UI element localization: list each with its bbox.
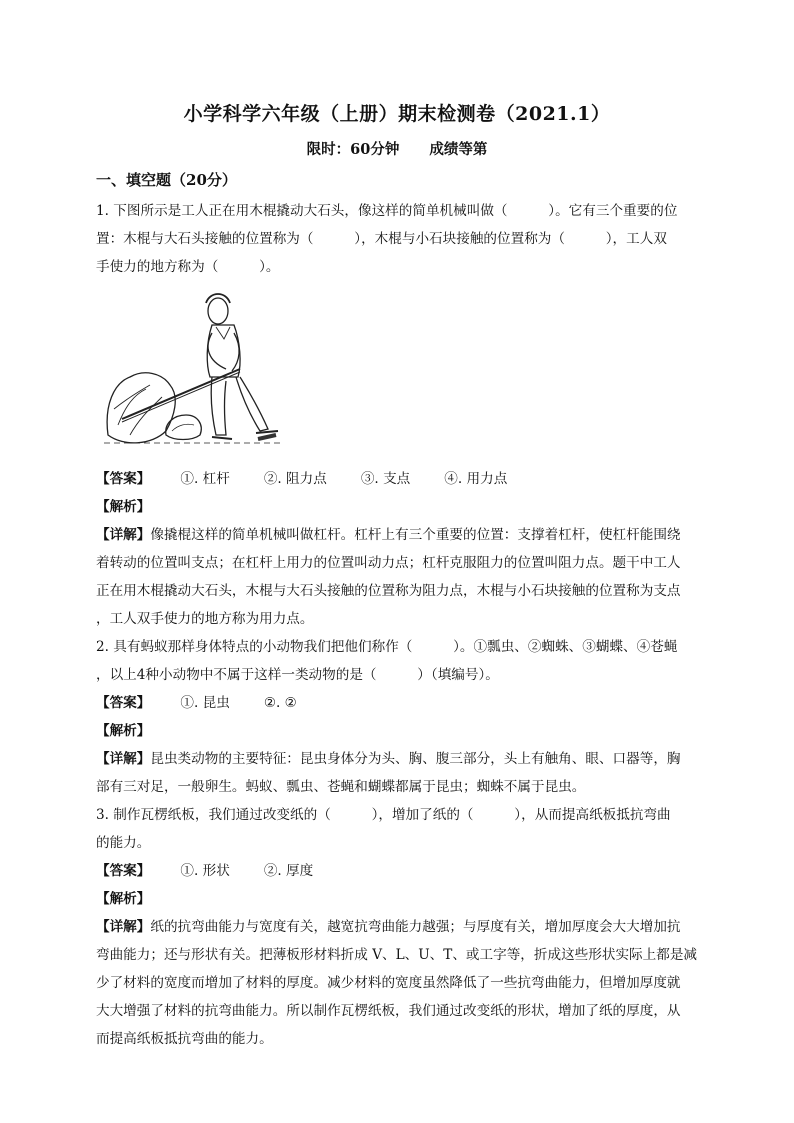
question-2-line: ，以上4种小动物中不属于这样一类动物的是（ ）（填编号）。 <box>96 667 499 683</box>
page-title: 小学科学六年级（上册）期末检测卷（2021.1） <box>183 103 611 125</box>
detail-tag: 【详解】 <box>96 527 151 543</box>
answer-tag: 【答案】 <box>96 471 151 487</box>
detail-line: 部有三对足，一般卵生。蚂蚁、瓢虫、苍蝇和蝴蝶都属于昆虫；蜘蛛不属于昆虫。 <box>96 779 586 795</box>
detail-line: 弯曲能力；还与形状有关。把薄板形材料折成 V、L、U、T、或工字等，折成这些形状实际上都是减 <box>96 947 698 963</box>
answer-tag: 【答案】 <box>96 863 151 879</box>
question-3-line: 3. 制作瓦楞纸板，我们通过改变纸的（ ），增加了纸的（ ），从而提高纸板抵抗弯曲 <box>96 807 671 823</box>
answer-item: ②. ② <box>263 695 297 711</box>
analysis-tag: 【解析】 <box>96 891 151 907</box>
answer-item: ③. 支点 <box>360 471 411 487</box>
detail-line: 着转动的位置叫支点；在杠杆上用力的位置叫动力点；杠杆克服阻力的位置叫阻力点。题干中工人 <box>96 555 681 571</box>
question-1-line: 置：木棍与大石头接触的位置称为（ ），木棍与小石块接触的位置称为（ ），工人双 <box>96 231 667 247</box>
answer-tag: 【答案】 <box>96 695 151 711</box>
question-1-line: 手使力的地方称为（ ）。 <box>96 259 280 275</box>
analysis-tag: 【解析】 <box>96 499 151 515</box>
question-2-line: 2. 具有蚂蚁那样身体特点的小动物我们把他们称作（ ）。①瓢虫、②蜘蛛、③蝴蝶、④苍蝇 <box>96 639 678 655</box>
worker-lever-illustration-icon <box>100 285 700 463</box>
answer-item: ④. 用力点 <box>444 471 508 487</box>
question-1-line: 1. 下图所示是工人正在用木棍撬动大石头，像这样的简单机械叫做（ ）。它有三个重要的位 <box>96 203 678 219</box>
detail-line: 【详解】像撬棍这样的简单机械叫做杠杆。杠杆上有三个重要的位置：支撑着杠杆，使杠杆能围绕 <box>96 527 681 543</box>
answer-row <box>96 857 700 885</box>
analysis-tag: 【解析】 <box>96 723 151 739</box>
detail-line: 少了材料的宽度而增加了材料的厚度。减少材料的宽度虽然降低了一些抗弯曲能力，但增加厚度就 <box>96 975 681 991</box>
question-body <box>96 197 700 1053</box>
detail-tag: 【详解】 <box>96 751 151 767</box>
question-3-line: 的能力。 <box>96 835 151 851</box>
answer-item: ②. 阻力点 <box>263 471 327 487</box>
answer-item: ①. 杠杆 <box>180 471 230 487</box>
detail-line: 正在用木棍撬动大石头，木棍与大石头接触的位置称为阻力点，木棍与小石块接触的位置称为支点 <box>96 583 681 599</box>
page-subtitle <box>0 138 794 159</box>
section-heading: 一、填空题（20分） <box>96 171 237 189</box>
answer-item: ①. 形状 <box>180 863 230 879</box>
detail-line: 【详解】昆虫类动物的主要特征：昆虫身体分为头、胸、腹三部分，头上有触角、眼、口器等，胸 <box>96 751 681 767</box>
answer-item: ②. 厚度 <box>263 863 314 879</box>
detail-line: 大大增强了材料的抗弯曲能力。所以制作瓦楞纸板，我们通过改变纸的形状，增加了纸的厚度，从 <box>96 1003 681 1019</box>
grade-label: 成绩等第 <box>429 141 488 158</box>
answer-row <box>96 689 700 717</box>
detail-tag: 【详解】 <box>96 919 151 935</box>
detail-line: 而提高纸板抵抗弯曲的能力。 <box>96 1031 273 1047</box>
detail-line: 【详解】纸的抗弯曲能力与宽度有关，越宽抗弯曲能力越强；与厚度有关，增加厚度会大大增加抗 <box>96 919 681 935</box>
time-limit: 限时：60分钟 <box>306 141 400 158</box>
detail-line: ，工人双手使力的地方称为用力点。 <box>96 611 314 627</box>
answer-item: ①. 昆虫 <box>180 695 230 711</box>
answer-row <box>96 465 700 493</box>
